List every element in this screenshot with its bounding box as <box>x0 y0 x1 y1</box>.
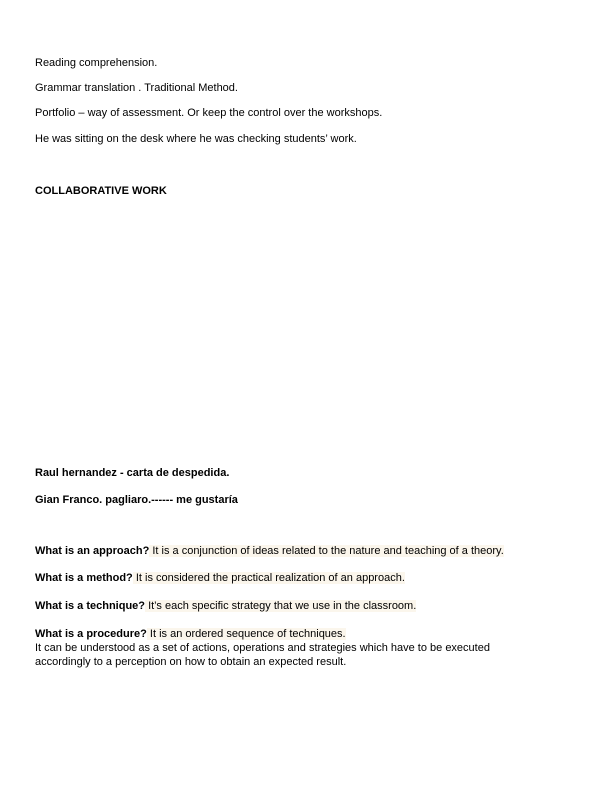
name-raul-hernandez: Raul hernandez - carta de despedida. <box>35 467 230 479</box>
procedure-question: What is a procedure? <box>35 628 147 640</box>
definition-approach <box>35 544 504 558</box>
section-heading: COLLABORATIVE WORK <box>35 185 167 197</box>
procedure-extra-line-1: It can be understood as a set of actions, operations and strategies which have to be executed <box>35 642 490 654</box>
definition-procedure <box>35 627 346 641</box>
definition-technique <box>35 599 416 613</box>
note-portfolio: Portfolio – way of assessment. Or keep the control over the workshops. <box>35 107 383 119</box>
definition-method <box>35 571 405 585</box>
name-gian-franco: Gian Franco. pagliaro.------ me gustaría <box>35 494 238 506</box>
note-reading-comprehension: Reading comprehension. <box>35 57 158 69</box>
procedure-answer: It is an ordered sequence of techniques. <box>146 628 346 640</box>
approach-question: What is an approach? <box>35 545 150 557</box>
method-question: What is a method? <box>35 572 133 584</box>
note-sitting-desk: He was sitting on the desk where he was checking students’ work. <box>35 133 357 145</box>
approach-answer: It is a conjunction of ideas related to the nature and teaching of a theory. <box>149 545 504 557</box>
note-grammar-translation: Grammar translation . Traditional Method. <box>35 82 238 94</box>
technique-answer: It’s each specific strategy that we use in the classroom. <box>145 600 417 612</box>
technique-question: What is a technique? <box>35 600 146 612</box>
procedure-extra-line-2: accordingly to a perception on how to obtain an expected result. <box>35 656 347 668</box>
method-answer: It is considered the practical realization of an approach. <box>132 572 405 584</box>
